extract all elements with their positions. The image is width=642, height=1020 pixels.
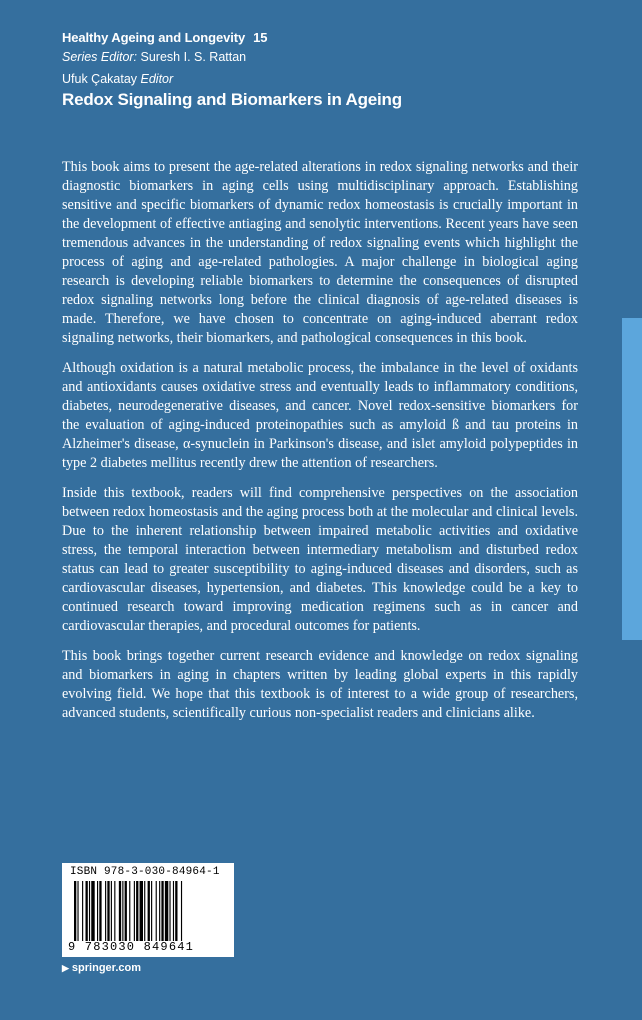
barcode-bar xyxy=(156,881,157,941)
barcode-bar xyxy=(125,881,127,941)
barcode-bar xyxy=(119,881,121,941)
barcode-digits: 9 783030 849641 xyxy=(68,940,195,954)
barcode-bar xyxy=(99,881,101,941)
barcode-bar xyxy=(107,881,109,941)
series-name: Healthy Ageing and Longevity xyxy=(62,30,246,45)
blurb-paragraph: Although oxidation is a natural metabolic process, the imbalance in the level of oxidants and antioxidants causes oxidative stress and eventually leads to inflammatory conditions, diabetes, neurodegenerative diseases, and cancer. Novel redox-sensitive biomarkers for the evaluation of aging-induced proteinopathies such as amyloid ß and tau proteins in Alzheimer's disease, α-synuclein in Parkinson's disease, and islet amyloid polypeptides in type 2 diabetes mellitus recently drew the attention of researchers. xyxy=(62,360,578,471)
barcode-bar xyxy=(74,881,76,941)
blurb-paragraph: This book aims to present the age-related alterations in redox signaling networks and their diagnostic biomarkers in aging cells using multidisciplinary approach. Establishing sensitive and specific biomarkers of dynamic redox homeostasis is crucially important in the development of effective antiaging and senolytic interventions. Recent years have seen tremendous advances in the understanding of redox signaling events which highlight the process of aging and age-related pathologies. A major challenge in biological aging research is developing reliable biomarkers to determine the consequences of disrupted redox signaling networks long before the clinical diagnosis of age-related diseases is made. Therefore, we have chosen to concentrate on aging-induced aberrant redox signaling networks, their biomarkers, and pathological consequences in this book. xyxy=(62,159,578,346)
barcode-bar xyxy=(165,881,168,941)
blurb-paragraph: Inside this textbook, readers will find comprehensive perspectives on the association between redox homeostasis and the aging process both at the molecular and clinical levels. Due to the inherent relationship between impaired metabolic activities and oxidative stress, the temporal interaction between intermediary metabolism and disturbed redox status can lead to greater susceptibility to aging-induced diseases and disorders, such as cardiovascular diseases, hypertension, and diabetes. This knowledge could be a key to continued research toward improving medication regimens such as in cancer and cardiovascular therapies, and procedural outcomes for patients. xyxy=(62,485,578,634)
barcode-bar xyxy=(159,881,160,941)
barcode-bars xyxy=(74,881,224,941)
cover-header xyxy=(62,30,602,110)
barcode-bar xyxy=(134,881,135,941)
isbn-barcode xyxy=(62,863,234,957)
series-editor-line xyxy=(62,50,602,64)
barcode-bar xyxy=(105,881,106,941)
editor-line xyxy=(62,72,602,86)
series-number: 15 xyxy=(253,30,268,45)
barcode-bar xyxy=(122,881,123,941)
barcode-bar xyxy=(161,881,163,941)
barcode-bar xyxy=(151,881,152,941)
series-line xyxy=(62,30,602,45)
barcode-bar xyxy=(140,881,143,941)
arrow-right-icon: ▶ xyxy=(62,963,69,973)
spine-color-tab xyxy=(622,318,642,640)
barcode-bar xyxy=(181,881,182,941)
barcode-bar xyxy=(89,881,90,941)
barcode-bar xyxy=(82,881,83,941)
barcode-bar xyxy=(111,881,112,941)
barcode-bar xyxy=(86,881,88,941)
series-editor-name: Suresh I. S. Rattan xyxy=(140,50,247,64)
isbn-label: ISBN 978-3-030-84964-1 xyxy=(70,866,220,878)
barcode-bar xyxy=(144,881,145,941)
barcode-bar xyxy=(175,881,177,941)
editor-label: Editor xyxy=(140,72,174,86)
barcode-bar xyxy=(97,881,98,941)
barcode-bar xyxy=(91,881,94,941)
series-editor-label: Series Editor: xyxy=(62,50,138,64)
barcode-bar xyxy=(136,881,138,941)
blurb-paragraph: This book brings together current research evidence and knowledge on redox signaling and biomarkers in aging in chapters written by leading global experts in this rapidly evolving field. We hope that this textbook is of interest to a wide group of researchers, advanced students, scientifically curious non-specialist readers and clinicians alike. xyxy=(62,648,578,721)
barcode-bar xyxy=(148,881,150,941)
editor-name: Ufuk Çakatay xyxy=(62,72,138,86)
barcode-bar xyxy=(77,881,78,941)
publisher-url: springer.com xyxy=(71,962,141,974)
back-cover-blurb xyxy=(62,158,578,734)
barcode-bar xyxy=(169,881,170,941)
book-title: Redox Signaling and Biomarkers in Ageing xyxy=(62,90,402,109)
barcode-bar xyxy=(173,881,174,941)
publisher-link[interactable] xyxy=(62,962,141,974)
barcode-bar xyxy=(129,881,130,941)
barcode-bar xyxy=(114,881,115,941)
